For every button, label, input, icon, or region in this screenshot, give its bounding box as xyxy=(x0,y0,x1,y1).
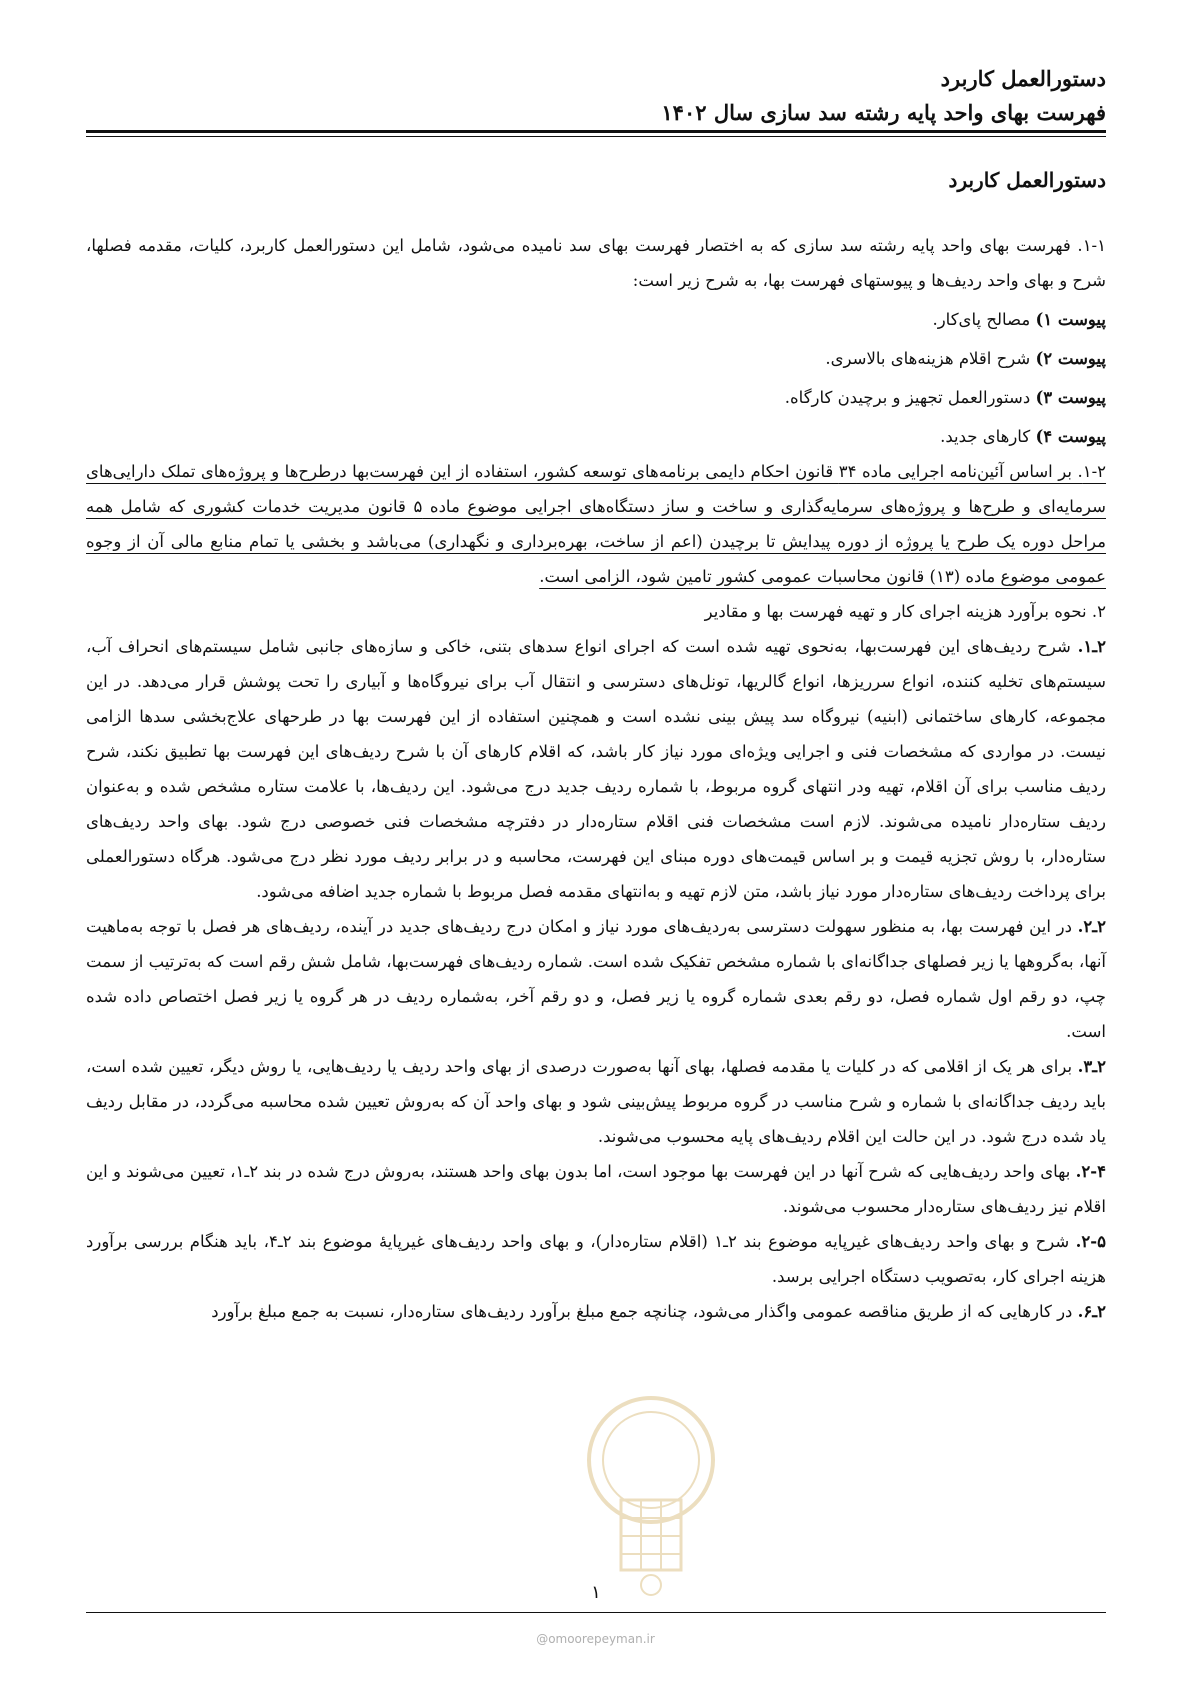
appendix-1-label: پیوست ۱) xyxy=(1035,310,1106,329)
watermark-seal-icon xyxy=(576,1390,726,1600)
paragraph-2-5-text: شرح و بهای واحد ردیف‌های غیرپایه موضوع بند ۲ـ۱ (اقلام ستاره‌دار)، و بهای واحد ردیف‌های غیرپایهٔ موضوع بند ۲ـ۴، باید هنگام بررسی برآورد هزینه اجرای کار، به‌تصویب دستگاه اجرایی برسد. xyxy=(86,1232,1106,1286)
paragraph-2-1 xyxy=(86,629,1106,909)
paragraph-2-4 xyxy=(86,1154,1106,1224)
paragraph-2-6-text: در کارهایی که از طریق مناقصه عمومی واگذار می‌شود، چنانچه جمع مبلغ برآورد ردیف‌های ستاره‌دار، نسبت به جمع مبلغ برآورد xyxy=(211,1302,1078,1321)
document-page xyxy=(86,0,1106,1685)
paragraph-2-1-text: شرح ردیف‌های این فهرست‌بها، به‌نحوی تهیه شده است که اجرای انواع سدهای بتنی، خاکی و سازه‌های جانبی شامل سیستم‌های انحراف آب، سیستم‌های تخلیه کننده، انواع سرریزها، انواع گالریها، تونل‌های دسترسی و انتقال آب برای نیروگاه‌ها و آبیاری را تحت پوشش قرار می‌دهد. در این مجموعه، کارهای ساختمانی (ابنیه) نیروگاه سد پیش بینی نشده است و همچنین استفاده از این فهرست بها در طرحهای علاج‌بخشی سدها الزامی نیست. در مواردی که مشخصات فنی و اجرایی ویژه‌ای مورد نیاز کار باشد، که اقلام کارهای آن با شرح ردیف‌های این فهرست بها تطبیق نکند، شرح ردیف مناسب برای آن اقلام، تهیه ودر انتهای گروه مربوط، با شماره ردیف جدید درج می‌شود. این ردیف‌ها، با علامت ستاره مشخص شده و به‌عنوان ردیف ستاره‌دار نامیده می‌شوند. لازم است مشخصات فنی اقلام ستاره‌دار در دفترچه مشخصات فنی خصوصی درج شود. بهای واحد ردیف‌های ستاره‌دار، با روش تجزیه قیمت و بر اساس قیمت‌های دوره مبنای این فهرست، محاسبه و در برابر ردیف مورد نظر درج می‌شود. هرگاه دستورالعملی برای پرداخت ردیف‌های ستاره‌دار مورد نیاز باشد، متن لازم تهیه و به‌انتهای مقدمه فصل مربوط با شماره جدید اضافه می‌شود. xyxy=(86,637,1106,901)
paragraph-2-3-number: ۲ـ۳. xyxy=(1077,1057,1106,1076)
paragraph-2-2 xyxy=(86,909,1106,1049)
appendix-1 xyxy=(86,302,1106,337)
paragraph-2-1-number: ۲ـ۱. xyxy=(1077,637,1106,656)
paragraph-1-2-text: ۱-۲. بر اساس آئین‌نامه اجرایی ماده ۳۴ قانون احکام دایمی برنامه‌های توسعه کشور، استفاده از این فهرست‌بها درطرح‌ها و پروژه‌های تملک دارایی‌های سرمایه‌ای و طرح‌ها و پروژه‌های سرمایه‌گذاری و ساخت و ساز دستگاه‌های اجرایی موضوع ماده ۵ قانون مدیریت خدمات کشوری که شامل همه مراحل دوره یک طرح یا پروژه از دوره پیدایش تا برچیدن (اعم از ساخت، بهره‌برداری و نگهداری) می‌باشد و بخشی یا تمام منابع مالی آن از وجوه عمومی موضوع ماده (۱۳) قانون محاسبات عمومی کشور تامین شود، الزامی است. xyxy=(86,462,1107,586)
header-subtitle: فهرست بهای واحد پایه رشته سد سازی سال ۱۴۰۲ xyxy=(661,100,1106,125)
page-header xyxy=(86,62,1106,130)
paragraph-2-6 xyxy=(86,1294,1106,1329)
heading-2: ۲. نحوه برآورد هزینه اجرای کار و تهیه فهرست بها و مقادیر xyxy=(704,602,1106,621)
header-title: دستورالعمل کاربرد xyxy=(940,66,1106,91)
paragraph-2-5 xyxy=(86,1224,1106,1294)
paragraph-2-4-number: ۲-۴. xyxy=(1075,1162,1106,1181)
document-body xyxy=(86,228,1106,1329)
paragraph-2-3 xyxy=(86,1049,1106,1154)
appendix-1-text: مصالح پای‌کار. xyxy=(932,310,1036,329)
appendix-4-text: کارهای جدید. xyxy=(940,427,1036,446)
appendix-2-label: پیوست ۲) xyxy=(1035,349,1106,368)
section-title: دستورالعمل کاربرد xyxy=(948,168,1106,192)
appendix-2 xyxy=(86,341,1106,376)
paragraph-2-2-text: در این فهرست بها، به منظور سهولت دسترسی به‌ردیف‌های مورد نیاز و امکان درج ردیف‌های جدید در آینده، ردیف‌های هر فصل با توجه به‌ماهیت آنها، به‌گروهها یا زیر فصلهای جداگانه‌ای با شماره مشخص تفکیک شده است. شماره ردیف‌های فهرست‌بها، شامل شش رقم است که به‌ترتیب از سمت چپ، دو رقم اول شماره فصل، دو رقم بعدی شماره گروه یا زیر فصل، و دو رقم آخر، به‌شماره ردیف در هر گروه یا زیر فصل اختصاص داده شده است. xyxy=(86,917,1106,1041)
paragraph-2-2-number: ۲ـ۲. xyxy=(1077,917,1106,936)
paragraph-2-5-number: ۲-۵. xyxy=(1075,1232,1106,1251)
appendix-2-text: شرح اقلام هزینه‌های بالاسری. xyxy=(825,349,1036,368)
header-rule-thin xyxy=(86,136,1106,137)
footer-rule xyxy=(86,1612,1106,1613)
appendix-4 xyxy=(86,419,1106,454)
appendix-3-text: دستورالعمل تجهیز و برچیدن کارگاه. xyxy=(784,388,1036,407)
appendix-3-label: پیوست ۳) xyxy=(1035,388,1106,407)
page-number: ۱ xyxy=(591,1582,601,1603)
paragraph-2-4-text: بهای واحد ردیف‌هایی که شرح آنها در این فهرست بها موجود است، اما بدون بهای واحد هستند، به‌روش درج شده در بند ۲ـ۱، تعیین می‌شوند و این اقلام نیز ردیف‌های ستاره‌دار محسوب می‌شوند. xyxy=(86,1162,1106,1216)
watermark-url: @omoorepeyman.ir xyxy=(536,1632,655,1646)
paragraph-1-1: ۱-۱. فهرست بهای واحد پایه رشته سد سازی که به اختصار فهرست بهای سد نامیده می‌شود، شامل این دستورالعمل کاربرد، کلیات، مقدمه فصلها، شرح و بهای واحد ردیف‌ها و پیوستهای فهرست بها، به شرح زیر است: xyxy=(86,236,1106,290)
paragraph-2-3-text: برای هر یک از اقلامی که در کلیات یا مقدمه فصلها، بهای آنها به‌صورت درصدی از بهای واحد ردیف یا ردیف‌هایی، یا روش دیگر، تعیین شده است، باید ردیف جداگانه‌ای با شماره و شرح مناسب در گروه مربوط پیش‌بینی شود و بهای واحد آن که به‌روش تعیین شده محاسبه می‌گردد، در مقابل ردیف یاد شده درج شود. در این حالت این اقلام ردیف‌های پایه محسوب می‌شوند. xyxy=(86,1057,1106,1146)
appendix-4-label: پیوست ۴) xyxy=(1035,427,1106,446)
paragraph-2-6-number: ۲ـ۶. xyxy=(1077,1302,1106,1321)
header-rule-thick xyxy=(86,130,1106,133)
appendix-3 xyxy=(86,380,1106,415)
paragraph-1-2 xyxy=(86,454,1106,594)
